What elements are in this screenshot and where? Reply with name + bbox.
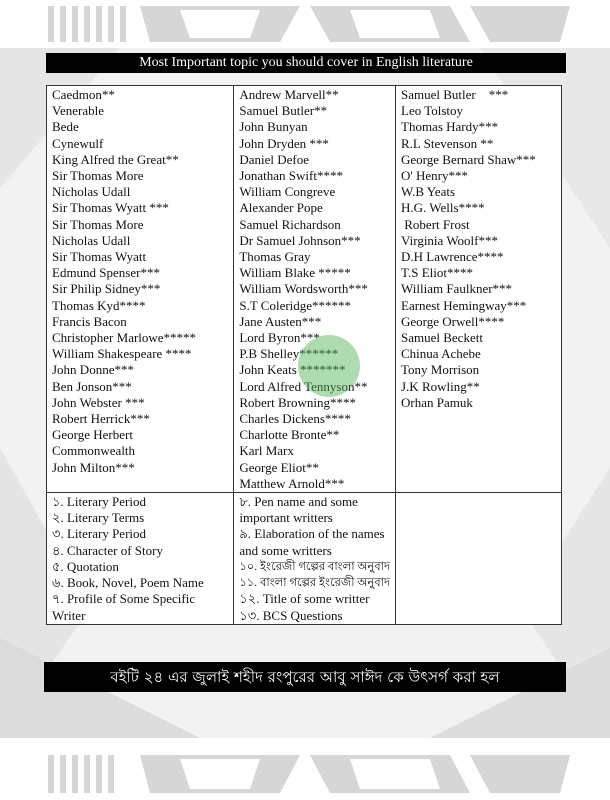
author-entry: John Keats ******* — [239, 362, 346, 378]
section-item: ১. Literary Period — [52, 494, 146, 510]
author-entry: Charles Dickens**** — [239, 411, 351, 427]
author-entry: Karl Marx — [239, 443, 294, 459]
author-entry: Matthew Arnold*** — [239, 475, 345, 491]
sections-column-left — [47, 493, 234, 625]
author-entry: Samuel Beckett — [401, 330, 483, 346]
author-entry: Thomas Gray — [239, 249, 311, 265]
section-item: ৮. Pen name and some important writters — [239, 494, 358, 526]
author-entry: Thomas Kyd**** — [52, 297, 146, 313]
author-entry: Jonathan Swift**** — [239, 168, 343, 184]
author-entry: Samuel Butler** — [239, 103, 328, 119]
author-entry: William Faulkner*** — [401, 281, 513, 297]
top-stripes-graphic — [0, 0, 610, 48]
section-item: ৪. Character of Story — [52, 542, 163, 558]
author-entry: Tony Morrison — [401, 362, 480, 378]
section-item: ৯. Elaboration of the names and some writters — [239, 526, 385, 558]
author-entry: Daniel Defoe — [239, 151, 310, 167]
author-entry: Nicholas Udall — [52, 232, 131, 248]
author-entry: O' Henry*** — [401, 168, 468, 184]
author-entry: Dr Samuel Johnson*** — [239, 232, 361, 248]
author-entry: William Blake ***** — [239, 265, 351, 281]
author-entry: Christopher Marlowe***** — [52, 330, 197, 346]
section-item: ৫. Quotation — [52, 558, 119, 574]
section-item: ৩. Literary Period — [52, 526, 147, 542]
section-item: ১৩. BCS Questions — [239, 607, 343, 623]
author-entry: Virginia Woolf*** — [401, 232, 498, 248]
author-entry: Caedmon** — [52, 87, 115, 102]
section-item: ১১. বাংলা গল্পের ইংরেজী অনুবাদ — [239, 577, 390, 590]
sections-column-middle — [234, 493, 396, 625]
author-entry: Sir Thomas More — [52, 168, 144, 184]
author-entry: Robert Herrick*** — [52, 411, 150, 427]
author-entry: P.B Shelley****** — [239, 346, 339, 362]
bottom-stripes-graphic — [0, 745, 610, 800]
author-entry: S.T Coleridge****** — [239, 297, 352, 313]
author-entry: Robert Frost — [401, 216, 470, 232]
author-entry: Leo Tolstoy — [401, 103, 464, 119]
authors-column-3 — [396, 86, 562, 493]
author-entry: Lord Alfred Tennyson** — [239, 378, 368, 394]
author-entry: Alexander Pope — [239, 200, 323, 216]
dedication-banner: বইটি ২৪ এর জুলাই শহীদ রংপুরের আবু সাঈদ কে উৎসর্গ করা হল — [44, 662, 566, 692]
section-item: ৬. Book, Novel, Poem Name — [52, 575, 204, 591]
author-entry: J.K Rowling** — [401, 378, 480, 394]
author-entry: Jane Austen*** — [239, 313, 322, 329]
author-entry: Thomas Hardy*** — [401, 119, 499, 135]
author-entry: W.B Yeats — [401, 184, 456, 200]
author-entry: William Shakespeare **** — [52, 346, 192, 362]
author-entry: Earnest Hemingway*** — [401, 297, 527, 313]
author-entry: Orhan Pamuk — [401, 394, 473, 410]
author-entry: George Orwell**** — [401, 313, 505, 329]
section-item: ২. Literary Terms — [52, 510, 145, 526]
author-entry: Sir Thomas Wyatt *** — [52, 200, 169, 216]
author-entry: Ben Jonson*** — [52, 378, 132, 394]
author-entry: Samuel Butler *** — [401, 87, 509, 102]
author-entry: Sir Philip Sidney*** — [52, 281, 161, 297]
author-entry: John Donne*** — [52, 362, 134, 378]
author-entry: King Alfred the Great** — [52, 151, 179, 167]
author-entry: George Eliot** — [239, 459, 319, 475]
author-entry: D.H Lawrence**** — [401, 249, 504, 265]
author-entry: John Milton*** — [52, 459, 135, 475]
page-title: Most Important topic you should cover in English literature — [46, 53, 566, 73]
author-entry: Nicholas Udall — [52, 184, 131, 200]
section-item: ১২. Title of some writter — [239, 591, 370, 607]
bottom-decoration — [0, 745, 610, 800]
top-decoration — [0, 0, 610, 48]
author-entry: Robert Browning**** — [239, 394, 356, 410]
authors-column-2 — [234, 86, 396, 493]
author-entry: H.G. Wells**** — [401, 200, 485, 216]
section-item: ৭. Profile of Some Specific Writer — [52, 591, 196, 623]
author-entry: Sir Thomas More — [52, 216, 144, 232]
author-entry: Samuel Richardson — [239, 216, 341, 232]
author-entry: John Dryden *** — [239, 135, 329, 151]
author-entry: John Bunyan — [239, 119, 308, 135]
author-entry: R.L Stevenson ** — [401, 135, 494, 151]
author-entry: Chinua Achebe — [401, 346, 481, 362]
author-entry: Commonwealth — [52, 443, 136, 459]
author-entry: Cynewulf — [52, 135, 104, 151]
author-entry: Bede — [52, 119, 79, 135]
sections-row — [47, 493, 562, 625]
author-entry: T.S Eliot**** — [401, 265, 473, 281]
authors-row — [47, 86, 562, 493]
watermark-logo — [298, 335, 360, 397]
sections-column-empty — [396, 493, 562, 625]
author-entry: William Congreve — [239, 184, 336, 200]
author-entry: George Bernard Shaw*** — [401, 151, 536, 167]
author-entry: Andrew Marvell** — [239, 87, 339, 102]
author-entry: Charlotte Bronte** — [239, 427, 340, 443]
author-entry: George Herbert — [52, 427, 133, 443]
authors-column-1 — [47, 86, 234, 493]
author-entry: Francis Bacon — [52, 313, 127, 329]
author-entry: Sir Thomas Wyatt — [52, 249, 147, 265]
author-entry: Edmund Spenser*** — [52, 265, 160, 281]
author-entry: Venerable — [52, 103, 104, 119]
author-entry: Lord Byron*** — [239, 330, 320, 346]
author-entry: William Wordsworth*** — [239, 281, 368, 297]
section-item: ১০. ইংরেজী গল্পের বাংলা অনুবাদ — [239, 560, 390, 573]
author-entry: John Webster *** — [52, 394, 145, 410]
